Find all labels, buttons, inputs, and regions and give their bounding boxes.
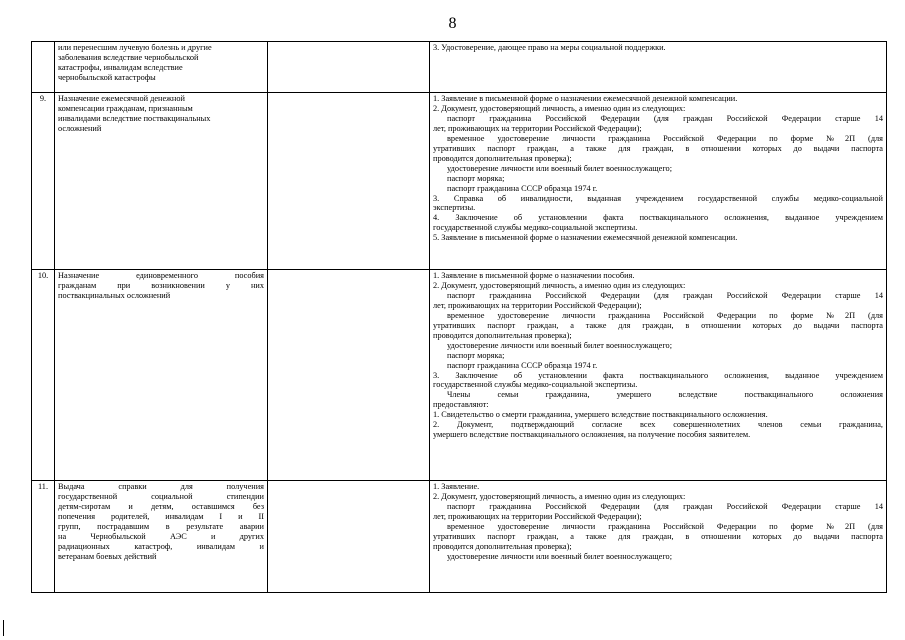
service-name-line: Назначение единовременного пособия [58, 271, 264, 280]
service-name-line: компенсации гражданам, признанным [58, 103, 193, 113]
service-name-line: поствакцинальных осложнений [58, 290, 171, 300]
empty-cell [268, 93, 430, 270]
document-line: 5. Заявление в письменной форме о назначении ежемесячной денежной компенсации. [433, 233, 738, 243]
document-line: лет, проживающих на территории Российской Федерации); [433, 123, 642, 133]
service-name-line: групп, пострадавшим в результате аварии [58, 521, 264, 531]
document-line: государственной службы медико-социальной экспертизы. [433, 223, 638, 233]
document-line: проводится дополнительная проверка); [433, 330, 572, 340]
service-name-cell [55, 42, 268, 93]
service-name-line: радиационных катастроф, инвалидам и [58, 541, 264, 551]
document-line: Члены семьи гражданина, умершего вследствие поствакцинального осложнения [447, 390, 883, 400]
document-line: проводится дополнительная проверка); [433, 153, 572, 163]
service-name-line: заболевания вследствие чернобыльской [58, 52, 199, 62]
document-line: 2. Документ, удостоверяющий личность, а именно один из следующих: [433, 280, 686, 290]
required-documents-cell [430, 93, 887, 270]
table-row [32, 481, 887, 593]
service-name-line: осложнений [58, 123, 102, 133]
row-number-cell [32, 42, 55, 93]
document-line: паспорт моряка; [447, 350, 505, 360]
document-line: паспорт гражданина Российской Федерации (для граждан Российской Федерации старше 14 [447, 113, 883, 123]
document-line: утративших паспорт граждан, а также для граждан, в отношении которых до выдачи паспорта [433, 531, 883, 541]
document-line: 1. Заявление в письменной форме о назначении ежемесячной денежной компенсации. [433, 94, 738, 103]
document-line: лет, проживающих на территории Российской Федерации); [433, 511, 642, 521]
document-line: паспорт моряка; [447, 173, 505, 183]
document-line: 1. Заявление. [433, 482, 480, 491]
row-number-cell [32, 270, 55, 481]
document-line: утративших паспорт граждан, а также для граждан, в отношении которых до выдачи паспорта [433, 143, 883, 153]
page-number: 8 [448, 15, 457, 32]
row-number-cell [32, 93, 55, 270]
document-line: 3. Удостоверение, дающее право на меры социальной поддержки. [433, 43, 666, 52]
document-line: предоставляют: [433, 400, 489, 410]
required-documents-cell [430, 481, 887, 593]
service-name-line: Назначение ежемесячной денежной [58, 94, 185, 103]
document-line: удостоверение личности или военный билет военнослужащего; [447, 340, 673, 350]
service-name-cell [55, 481, 268, 593]
row-number-cell [32, 481, 55, 593]
service-name-line: ветеранам боевых действий [58, 551, 157, 561]
empty-cell [268, 42, 430, 93]
table-row [32, 93, 887, 270]
table-row [32, 270, 887, 481]
document-line: удостоверение личности или военный билет военнослужащего; [447, 551, 673, 561]
document-line: 2. Документ, удостоверяющий личность, а именно один из следующих: [433, 491, 686, 501]
service-name-line: детям-сиротам и детям, оставшимся без [58, 501, 264, 511]
document-line: лет, проживающих на территории Российской Федерации); [433, 300, 642, 310]
services-table [31, 41, 887, 593]
empty-cell [268, 481, 430, 593]
document-line: 2. Документ, подтверждающий согласие всех совершеннолетних членов семьи гражданина, [433, 420, 883, 430]
document-line: временное удостоверение личности гражданина Российской Федерации по форме №2П (для [447, 521, 883, 531]
margin-mark [3, 620, 4, 636]
service-name-line: катастрофы, инвалидам вследствие [58, 62, 183, 72]
document-line: 1. Заявление в письменной форме о назначении пособия. [433, 271, 635, 280]
document-line: 3. Справка об инвалидности, выданная учреждением государственной службы медико-социальной [433, 193, 883, 203]
document-line: утративших паспорт граждан, а также для граждан, в отношении которых до выдачи паспорта [433, 320, 883, 330]
row-number: 9. [39, 94, 47, 103]
document-line: удостоверение личности или военный билет военнослужащего; [447, 163, 673, 173]
document-line: 4. Заключение об установлении факта поствакцинального осложнения, выданное учреждением [433, 213, 883, 223]
document-line: 3. Заключение об установлении факта поствакцинального осложнения, выданное учреждением [433, 370, 883, 380]
document-line: 1. Свидетельство о смерти гражданина, умершего вследствие поствакцинального осложнения. [433, 410, 768, 420]
required-documents-cell [430, 270, 887, 481]
document-line: временное удостоверение личности гражданина Российской Федерации по форме №2П (для [447, 133, 883, 143]
empty-cell [268, 270, 430, 481]
document-line: экспертизы. [433, 203, 476, 213]
document-line: умершего вследствие поствакцинального осложнения, на получение пособия заявителем. [433, 430, 751, 440]
service-name-line: инвалидами вследствие поствакцинальных [58, 113, 211, 123]
row-number: 10. [37, 271, 49, 280]
table-row [32, 42, 887, 93]
document-line: проводится дополнительная проверка); [433, 541, 572, 551]
service-name-cell [55, 270, 268, 481]
service-name-cell [55, 93, 268, 270]
service-name-line: чернобыльской катастрофы [58, 72, 156, 82]
document-line: паспорт гражданина Российской Федерации (для граждан Российской Федерации старше 14 [447, 501, 883, 511]
document-line: паспорт гражданина Российской Федерации (для граждан Российской Федерации старше 14 [447, 290, 883, 300]
document-line: временное удостоверение личности гражданина Российской Федерации по форме №2П (для [447, 310, 883, 320]
service-name-line: или перенесшим лучевую болезнь и другие [58, 43, 212, 52]
service-name-line: на Чернобыльской АЭС и других [58, 531, 264, 541]
service-name-line: попечения родителей, инвалидам I и II [58, 511, 264, 521]
document-line: государственной службы медико-социальной экспертизы. [433, 380, 638, 390]
document-line: 2. Документ, удостоверяющий личность, а именно один из следующих: [433, 103, 686, 113]
service-name-line: Выдача справки для получения [58, 482, 264, 491]
service-name-line: гражданам при возникновении у них [58, 280, 264, 290]
row-number: 11. [37, 482, 49, 491]
document-line: паспорт гражданина СССР образца 1974 г. [447, 183, 598, 193]
service-name-line: государственной социальной стипендии [58, 491, 264, 501]
required-documents-cell [430, 42, 887, 93]
document-line: паспорт гражданина СССР образца 1974 г. [447, 360, 598, 370]
